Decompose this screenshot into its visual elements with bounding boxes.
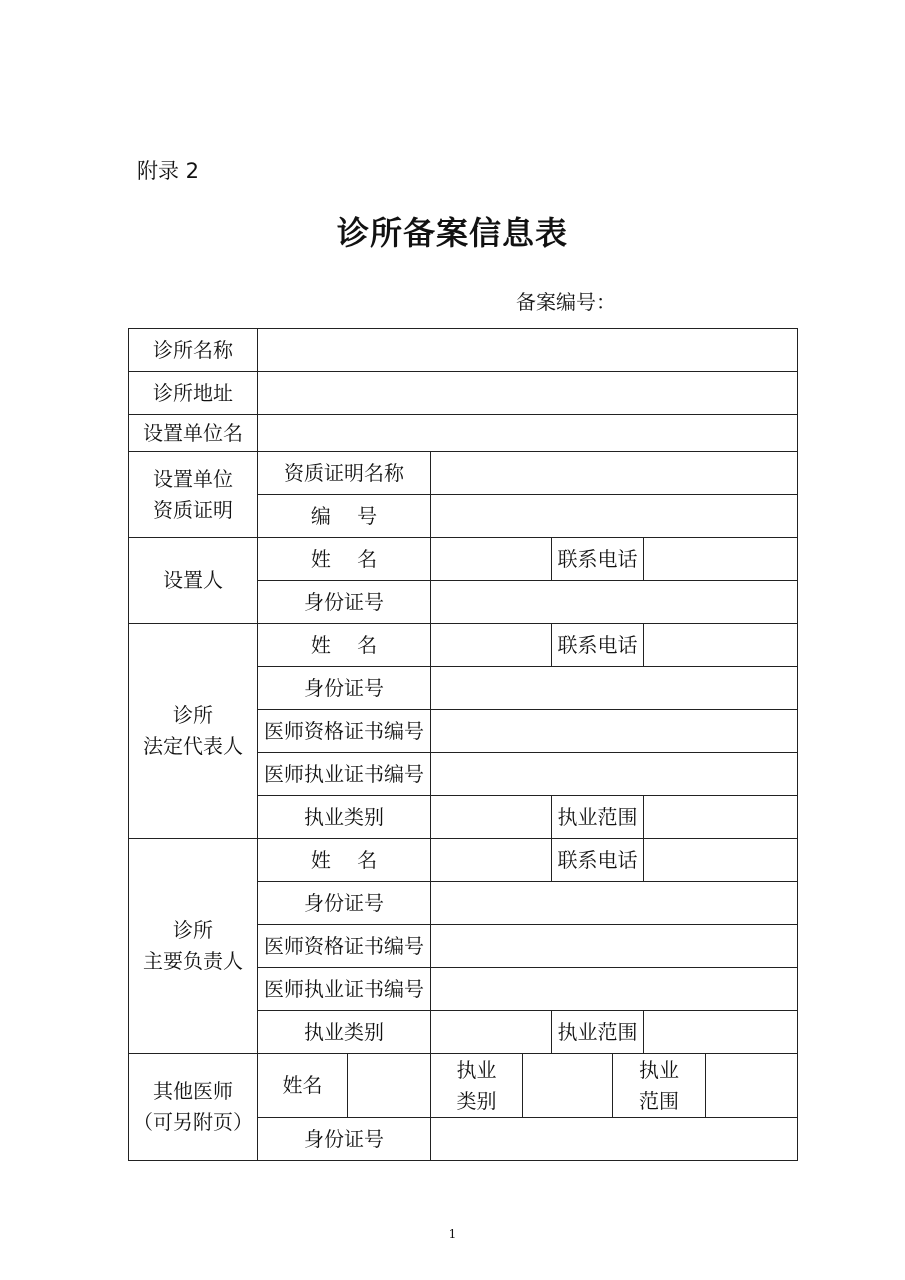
principal-name-label: 姓 名 xyxy=(258,839,431,882)
legal-rep-practice-cert-field[interactable] xyxy=(431,753,798,796)
qualification-cert-name-label: 资质证明名称 xyxy=(258,452,431,495)
legal-rep-practice-cert-label xyxy=(258,753,431,796)
principal-id-label: 身份证号 xyxy=(258,882,431,925)
principal-category-field[interactable] xyxy=(431,1011,552,1054)
other-physician-category-line1: 执业 xyxy=(456,1057,497,1082)
clinic-address-label: 诊所地址 xyxy=(129,372,258,415)
legal-rep-category-field[interactable] xyxy=(431,796,552,839)
principal-scope-field[interactable] xyxy=(644,1011,798,1054)
principal-practice-cert-label xyxy=(258,968,431,1011)
legal-rep-id-label: 身份证号 xyxy=(258,667,431,710)
legal-rep-name-field[interactable] xyxy=(431,624,552,667)
principal-phone-field[interactable] xyxy=(644,839,798,882)
establisher-name-field[interactable] xyxy=(431,538,552,581)
establisher-id-field[interactable] xyxy=(431,581,798,624)
legal-rep-category-label: 执业类别 xyxy=(258,796,431,839)
qualification-cert-number-field[interactable] xyxy=(431,495,798,538)
establisher-id-label: 身份证号 xyxy=(258,581,431,624)
legal-rep-scope-label: 执业范围 xyxy=(552,796,644,839)
other-physician-id-field[interactable] xyxy=(431,1118,798,1161)
establisher-label: 设置人 xyxy=(129,538,258,624)
principal-qual-cert-text: 医师资格证书编号 xyxy=(264,934,424,958)
legal-rep-label-line2: 法定代表人 xyxy=(143,734,243,758)
principal-name-field[interactable] xyxy=(431,839,552,882)
qualification-cert-number-label: 编 号 xyxy=(258,495,431,538)
other-physician-scope-field[interactable] xyxy=(706,1054,798,1118)
principal-practice-cert-text: 医师执业证书编号 xyxy=(264,977,424,1001)
other-physician-scope-line1: 执业 xyxy=(639,1057,679,1082)
principal-label-line1: 诊所 xyxy=(173,918,213,942)
other-physician-scope-line2: 范围 xyxy=(639,1088,679,1113)
appendix-label: 附录 2 xyxy=(137,159,200,183)
clinic-filing-form xyxy=(128,328,798,1161)
principal-category-label: 执业类别 xyxy=(258,1011,431,1054)
establishing-unit-name-field[interactable] xyxy=(258,415,798,452)
principal-label xyxy=(129,839,258,1054)
legal-rep-scope-field[interactable] xyxy=(644,796,798,839)
page-number: 1 xyxy=(448,1227,457,1241)
establishing-unit-name-label: 设置单位名 xyxy=(129,415,258,452)
principal-scope-label: 执业范围 xyxy=(552,1011,644,1054)
other-physician-name-field[interactable] xyxy=(348,1054,431,1118)
other-physician-category-line2: 类别 xyxy=(456,1088,497,1113)
other-physician-scope-label xyxy=(613,1054,706,1118)
unit-qualification-label xyxy=(129,452,258,538)
legal-rep-practice-cert-text: 医师执业证书编号 xyxy=(264,762,424,786)
legal-rep-id-field[interactable] xyxy=(431,667,798,710)
establisher-phone-field[interactable] xyxy=(644,538,798,581)
establisher-name-label: 姓 名 xyxy=(258,538,431,581)
legal-rep-name-label: 姓 名 xyxy=(258,624,431,667)
legal-rep-label-line1: 诊所 xyxy=(173,703,213,727)
page-title: 诊所备案信息表 xyxy=(336,214,568,252)
other-physicians-label-line1: 其他医师 xyxy=(153,1079,233,1103)
qualification-cert-name-field[interactable] xyxy=(431,452,798,495)
legal-rep-qual-cert-text: 医师资格证书编号 xyxy=(264,719,424,743)
principal-label-line2: 主要负责人 xyxy=(143,949,243,973)
establisher-phone-label: 联系电话 xyxy=(552,538,644,581)
unit-qualification-label-line2: 资质证明 xyxy=(153,497,233,522)
legal-rep-qual-cert-label xyxy=(258,710,431,753)
principal-id-field[interactable] xyxy=(431,882,798,925)
legal-rep-phone-label: 联系电话 xyxy=(552,624,644,667)
clinic-name-label: 诊所名称 xyxy=(129,329,258,372)
other-physician-name-label: 姓名 xyxy=(258,1054,348,1118)
unit-qualification-label-line1: 设置单位 xyxy=(153,466,233,491)
legal-rep-phone-field[interactable] xyxy=(644,624,798,667)
filing-number-label: 备案编号： xyxy=(516,290,616,314)
principal-practice-cert-field[interactable] xyxy=(431,968,798,1011)
other-physicians-label-line2: （可另附页） xyxy=(133,1110,253,1134)
other-physician-id-label: 身份证号 xyxy=(258,1118,431,1161)
principal-phone-label: 联系电话 xyxy=(552,839,644,882)
other-physicians-label xyxy=(129,1054,258,1161)
clinic-address-field[interactable] xyxy=(258,372,798,415)
principal-qual-cert-label xyxy=(258,925,431,968)
other-physician-category-label xyxy=(431,1054,523,1118)
principal-qual-cert-field[interactable] xyxy=(431,925,798,968)
legal-rep-label xyxy=(129,624,258,839)
clinic-name-field[interactable] xyxy=(258,329,798,372)
other-physician-category-field[interactable] xyxy=(523,1054,613,1118)
legal-rep-qual-cert-field[interactable] xyxy=(431,710,798,753)
